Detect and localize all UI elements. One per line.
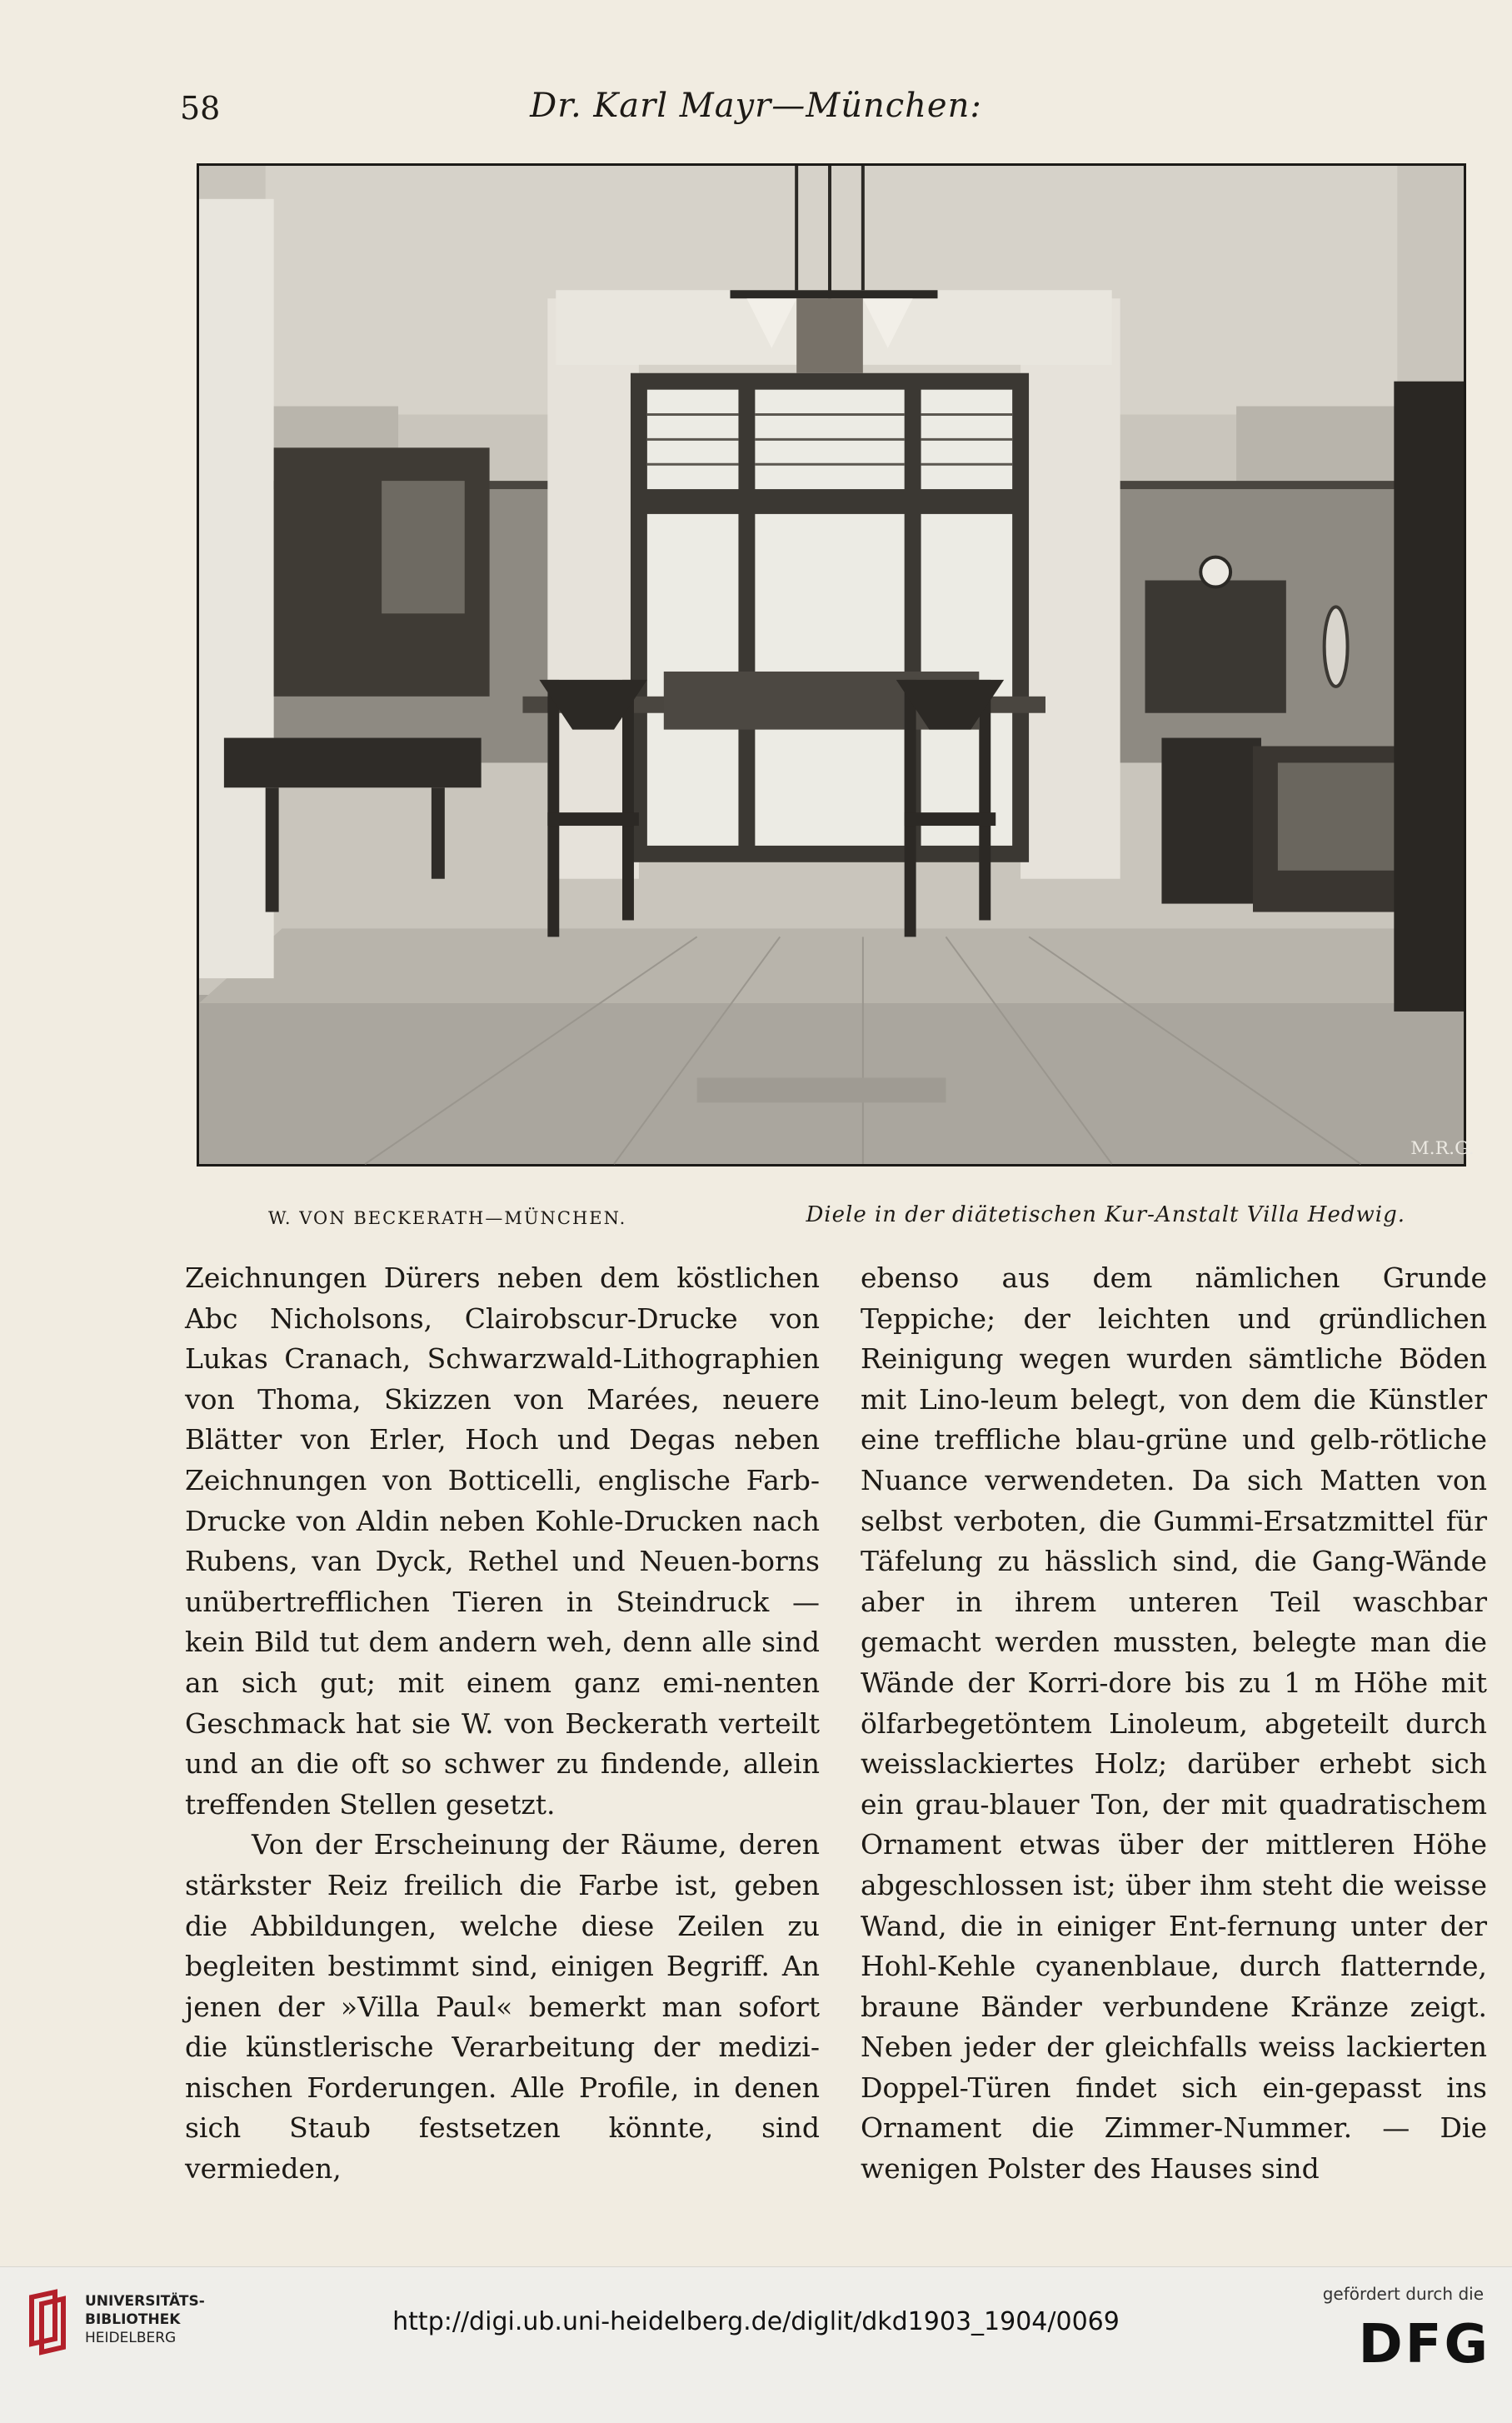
caption-title: Diele in der diätetischen Kur-Anstalt Villa Hedwig. [806,1202,1405,1227]
left-text-column [185,1258,820,2190]
source-url-link[interactable]: http://digi.ub.uni-heidelberg.de/diglit/dkd1903_1904/0069 [392,2307,1120,2336]
digitization-footer [0,2266,1512,2423]
left-paragraph-2: Von der Erscheinung der Räume, deren stärkster Reiz freilich die Farbe ist, geben die Abbildungen, welche diese Zeilen zu begleiten bestimmt sind, einigen Begriff. An jenen der »Villa Paul« bemerkt man sofort die künstlerische Verarbeitung der medizi-nischen Forderungen. Alle Profile, in denen sich Staub festsetzen könnte, sind vermieden, [185,1828,820,2186]
dfg-logo: DFG [1358,2314,1490,2376]
running-title: Dr. Karl Mayr—München: [530,87,982,125]
plate-monogram: M.R.G. [1410,1138,1475,1160]
page-number: 58 [180,90,221,127]
funded-by-label: gefördert durch die [1322,2284,1484,2304]
photo-drawing [199,166,1475,1164]
left-paragraph-1: Zeichnungen Dürers neben dem köstlichen Abc Nicholsons, Clairobscur-Drucke von Lukas Cranach, Schwarzwald-Lithographien von Thoma, Skizzen von Marées, neuere Blätter von Erler, Hoch und Degas neben Zeichnungen von Botticelli, englische Farb-Drucke von Aldin neben Kohle-Drucken nach Rubens, van Dyck, Rethel und Neuen-borns unübertrefflichen Tieren in Steindruck — kein Bild tut dem andern weh, denn alle sind an sich gut; mit einem ganz emi-nenten Geschmack hat sie W. von Beckerath verteilt und an die oft so schwer zu findende, allein treffenden Stellen gesetzt. [185,1261,820,1821]
right-text-column [861,1258,1487,2190]
library-line-3: HEIDELBERG [85,2330,177,2346]
interior-photograph [197,163,1475,1167]
right-paragraph: ebenso aus dem nämlichen Grunde Teppiche; der leichten und gründlichen Reinigung wegen wurden sämtliche Böden mit Lino-leum belegt, von dem die Künstler eine treffliche blau-grüne und gelb-rötliche Nuance verwendeten. Da sich Matten von selbst verboten, die Gummi-Ersatzmittel für Täfelung zu hässlich sind, die Gang-Wände aber in ihrem unteren Teil waschbar gemacht werden mussten, belegte man die Wände der Korri-dore bis zu 1 m Höhe mit ölfarbegetöntem Linoleum, abgeteilt durch weisslackiertes Holz; darüber erhebt sich ein grau-blauer Ton, der mit quadratischem Ornament etwas über der mittleren Höhe abgeschlossen ist; über ihm steht die weisse Wand, die in einiger Ent-fernung unter der Hohl-Kehle cyanenblaue, durch flatternde, braune Bänder verbundene Kränze zeigt. Neben jeder der gleichfalls weiss lackierten Doppel-Türen findet sich ein-gepasst ins Ornament die Zimmer-Nummer. — Die wenigen Polster des Hauses sind [861,1261,1487,2186]
caption-photographer: W. VON BECKERATH—MÜNCHEN. [268,1208,627,1228]
library-line-2: BIBLIOTHEK [85,2311,181,2328]
library-line-1: UNIVERSITÄTS- [85,2293,205,2310]
